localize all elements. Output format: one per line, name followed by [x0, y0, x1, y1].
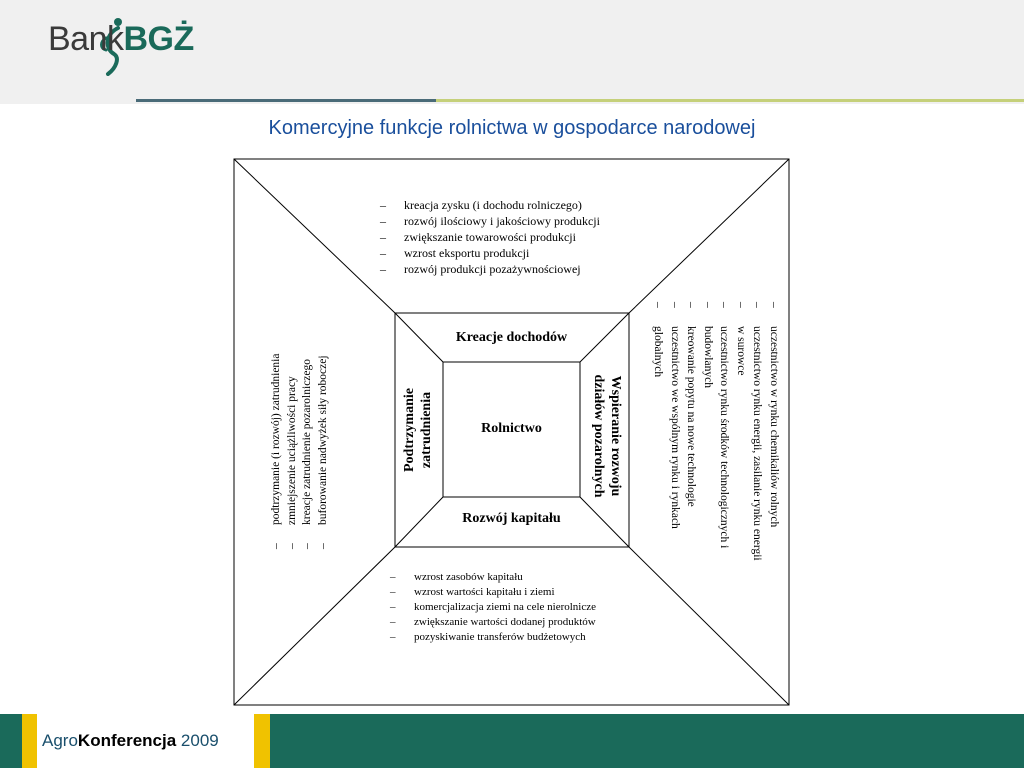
- list-item: – pozyskiwanie transferów budżetowych: [388, 630, 596, 645]
- inner-diagonal-bl: [395, 497, 443, 547]
- inner-diagonal-br: [580, 497, 629, 547]
- left-box-label-line2: zatrudnienia: [419, 391, 434, 469]
- list-item: – uczestnictwo w rynku chemikaliów rolnych: [766, 300, 783, 556]
- list-item: – uczestnictwo we wspólnym rynku i rynkach: [667, 300, 684, 556]
- footer-konferencja: Konferencja: [77, 731, 177, 750]
- bottom-box-label: Rozwój kapitału: [462, 511, 561, 526]
- top-box-label: Kreacje dochodów: [455, 330, 568, 345]
- list-item: – zwiększanie wartości dodanej produktów: [388, 615, 596, 630]
- list-item: – uczestnictwo rynku środków technologicznych i: [716, 300, 733, 556]
- list-item: – wzrost zasobów kapitału: [388, 570, 596, 585]
- footer-yellow-bar-right: [254, 714, 270, 768]
- list-item: – zwiększanie towarowości produkcji: [378, 229, 600, 245]
- list-item: – podtrzymanie (i rozwój) zatrudnienia: [269, 301, 285, 551]
- footer-agro: Agro: [42, 731, 78, 750]
- footer-year: 2009: [180, 731, 219, 750]
- list-item: – buforowanie nadwyżek siły roboczej: [316, 301, 332, 551]
- list-item: – rozwój ilościowy i jakościowy produkcji: [378, 213, 600, 229]
- right-box-label-line2: działów pozarolnych: [591, 374, 606, 498]
- list-item: – komercjalizacja ziemi na cele nierolnicze: [388, 600, 596, 615]
- list-item: – wzrost eksportu produkcji: [378, 245, 600, 261]
- diagonal-top-left: [234, 159, 395, 313]
- list-item: – uczestnictwo rynku energii, zasilanie rynku energii: [749, 300, 766, 556]
- diagonal-bottom-right: [629, 547, 789, 705]
- list-item: – globalnych: [650, 300, 667, 556]
- logo-word-bank: Bank: [48, 20, 124, 58]
- right-list: [650, 300, 782, 561]
- list-item: – wzrost wartości kapitału i ziemi: [388, 585, 596, 600]
- left-list: [269, 301, 331, 551]
- top-list: [378, 197, 600, 277]
- bottom-list: [388, 570, 596, 645]
- inner-diagonal-tl: [395, 313, 443, 362]
- list-item: – kreacja zysku (i dochodu rolniczego): [378, 197, 600, 213]
- right-box-label: [590, 374, 624, 497]
- list-item: – kreowanie popytu na nowe technologie: [683, 300, 700, 556]
- list-item: – budowlanych: [700, 300, 717, 556]
- right-box-label-line1: Wspieranie rozwoju: [608, 375, 623, 497]
- left-box-label: [401, 388, 435, 472]
- footer-left-block: [0, 714, 22, 768]
- logo-word-bgz: BGŻ: [123, 20, 194, 58]
- diagonal-bottom-left: [234, 547, 395, 705]
- page-title: Komercyjne funkcje rolnictwa w gospodarce narodowej: [268, 117, 756, 139]
- footer-conference-label: [42, 731, 219, 751]
- center-label: Rolnictwo: [481, 421, 542, 436]
- footer-yellow-bar-left: [22, 714, 37, 768]
- list-item: – rozwój produkcji pozażywnościowej: [378, 261, 600, 277]
- diagonal-top-right: [629, 159, 789, 313]
- list-item: – zmniejszenie uciążliwości pracy: [285, 301, 301, 551]
- list-item: – kreacje zatrudnienie pozarolniczego: [300, 301, 316, 551]
- list-item: – w surowce: [733, 300, 750, 556]
- left-box-label-line1: Podtrzymanie: [402, 388, 417, 472]
- inner-diagonal-tr: [580, 313, 629, 362]
